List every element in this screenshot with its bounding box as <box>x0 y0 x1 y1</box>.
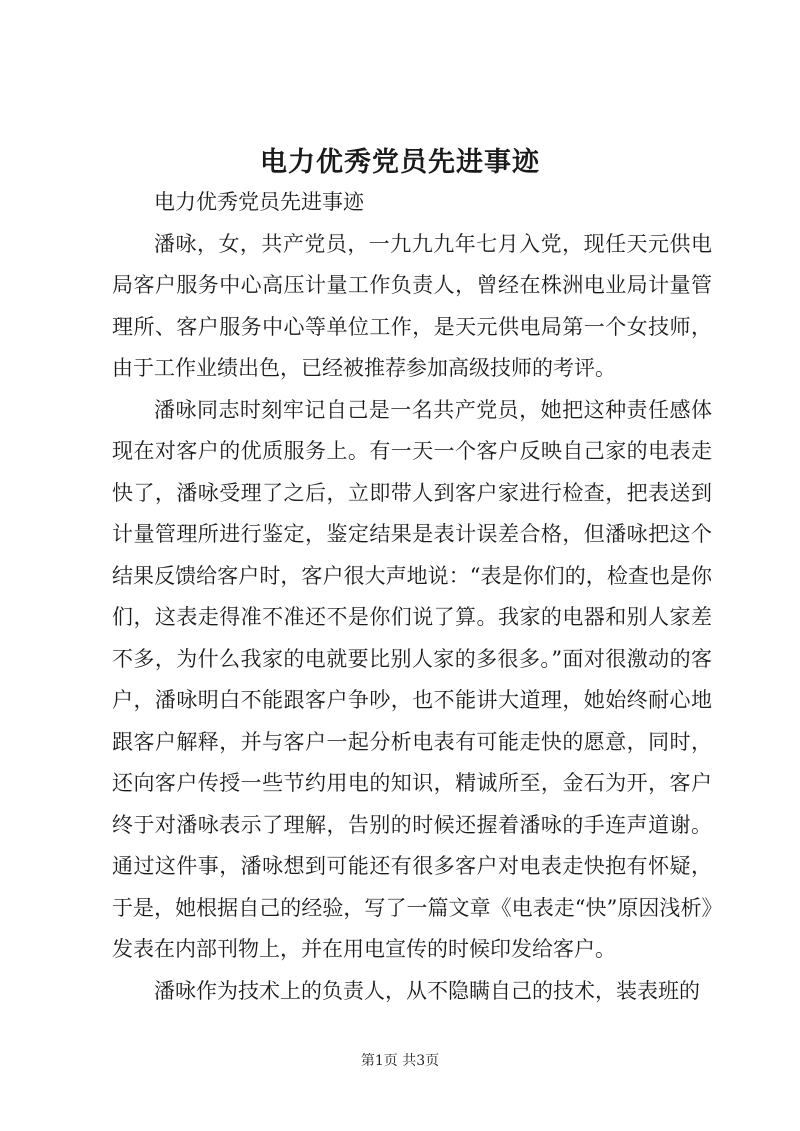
document-body <box>112 182 712 1012</box>
paragraph-subtitle: 电力优秀党员先进事迹 <box>154 190 364 214</box>
page-footer: 第1页 共3页 <box>360 1053 440 1069</box>
document-title: 电力优秀党员先进事迹 <box>260 147 540 178</box>
paragraph-intro: 潘咏，女，共产党员，一九九九年七月入党，现任天元供电局客户服务中心高压计量工作负责人，曾经在株洲电业局计量管理所、客户服务中心等单位工作，是天元供电局第一个女技师，由于工作业绩出色，已经被推荐参加高级技师的考评。 <box>112 231 712 380</box>
paragraph-story: 潘咏同志时刻牢记自己是一名共产党员，她把这种责任感体现在对客户的优质服务上。有一天一个客户反映自己家的电表走快了，潘咏受理了之后，立即带人到客户家进行检查，把表送到计量管理所进行鉴定，鉴定结果是表计误差合格，但潘咏把这个结果反馈给客户时，客户很大声地说：“表是你们的，检查也是你们，这表走得准不准还不是你们说了算。我家的电器和别人家差不多，为什么我家的电就要比别人家的多很多。”面对很激动的客户，潘咏明白不能跟客户争吵，也不能讲大道理，她始终耐心地跟客户解释，并与客户一起分析电表有可能走快的愿意，同时，还向客户传授一些节约用电的知识，精诚所至，金石为开，客户终于对潘咏表示了理解，告别的时候还握着潘咏的手连声道谢。通过这件事，潘咏想到可能还有很多客户对电表走快抱有怀疑，于是，她根据自己的经验，写了一篇文章《电表走“快”原因浅析》发表在内部刊物上，并在用电宣传的时候印发给客户。 <box>112 397 712 961</box>
paragraph-technical: 潘咏作为技术上的负责人，从不隐瞒自己的技术，装表班的 <box>154 978 700 1003</box>
